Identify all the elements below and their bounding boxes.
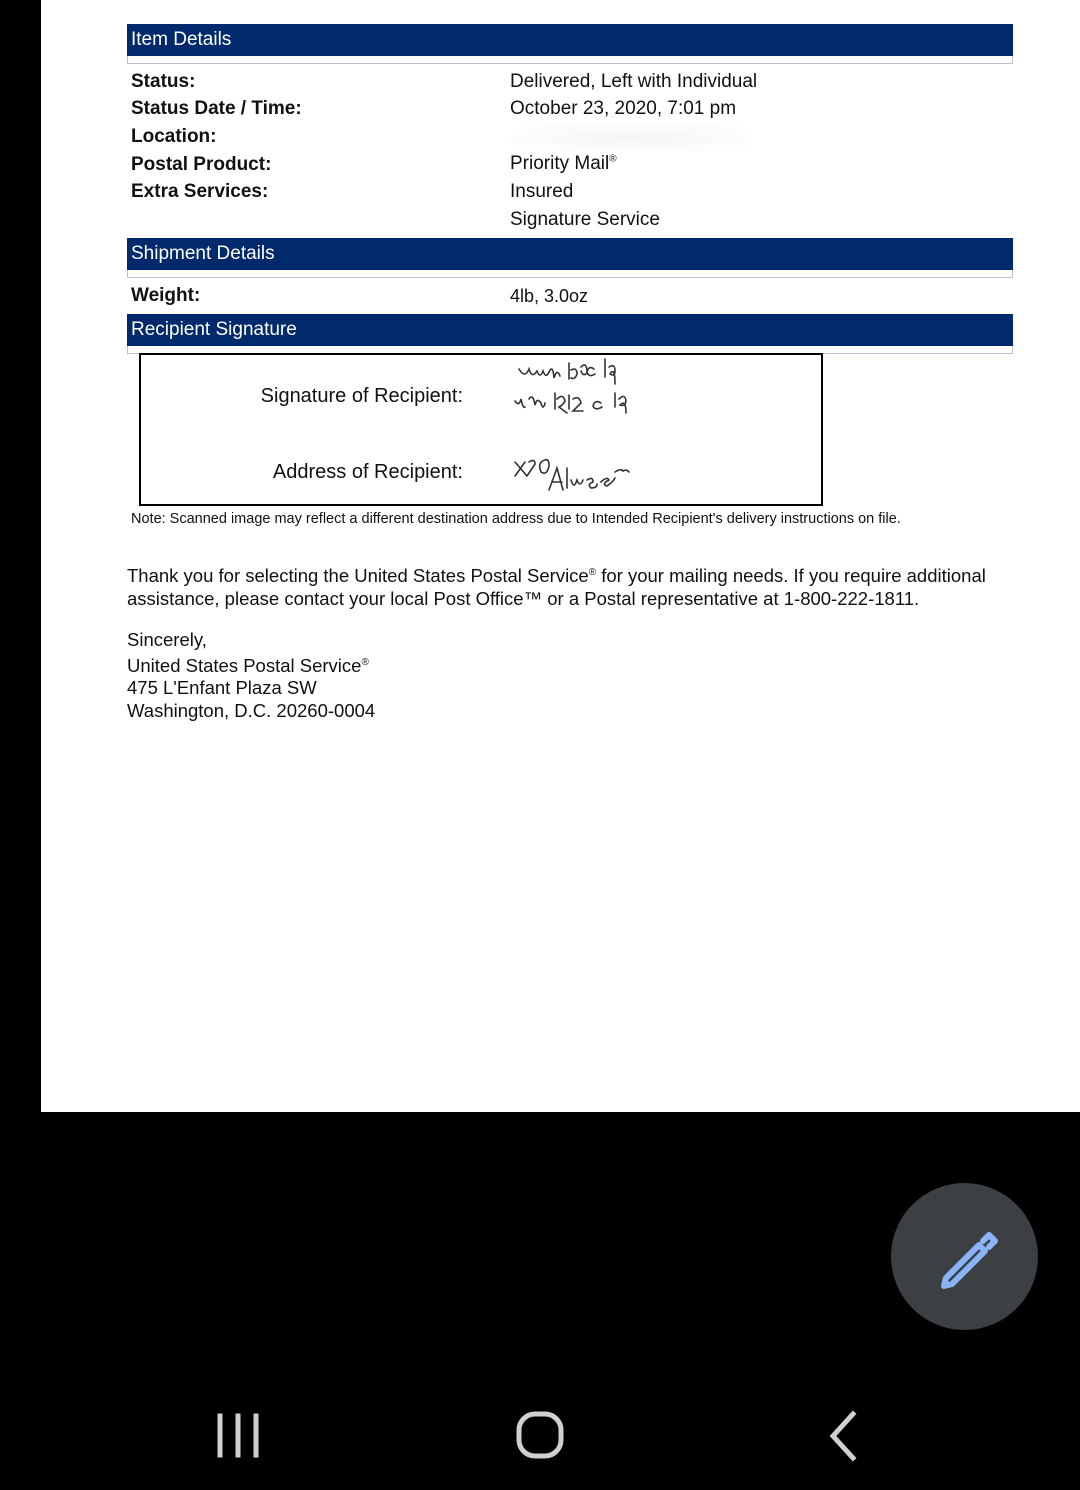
extra-services-label: Extra Services: [131,181,269,202]
recipient-signature-header: Recipient Signature [127,314,1013,346]
address-image [509,432,684,504]
org-name: United States Postal Service® [127,654,369,676]
status-label: Status: [131,71,196,92]
item-details-header: Item Details [127,24,1013,56]
sincerely: Sincerely, [127,629,207,650]
section-rule [127,270,1013,278]
location-label: Location: [131,126,217,147]
note-text: Note: Scanned image may reflect a different destination address due to Intended Recipient's delivery instructions on file. [131,511,901,527]
extra-service-signature: Signature Service [510,209,660,230]
signature-label: Signature of Recipient: [260,385,463,407]
postal-product-value: Priority Mail® [510,153,617,174]
section-rule [127,56,1013,64]
document-page [41,0,1080,1112]
weight-value: 4lb, 3.0oz [510,286,589,306]
closing-block [127,629,1027,722]
registered-mark: ® [361,656,369,668]
weight-label: Weight: [131,285,201,306]
pencil-icon [891,1183,1038,1330]
registered-mark: ® [609,153,617,165]
back-icon [803,1400,883,1470]
city-address: Washington, D.C. 20260-0004 [127,699,376,721]
postal-product-label: Postal Product: [131,154,272,175]
status-value: Delivered, Left with Individual [510,71,758,92]
redacted-location [511,124,751,152]
address-label: Address of Recipient: [272,461,463,483]
home-icon [500,1400,580,1470]
signature-image [509,355,689,435]
status-date-label: Status Date / Time: [131,98,302,119]
status-date-value: October 23, 2020, 7:01 pm [510,98,737,119]
street-address: 475 L'Enfant Plaza SW [127,677,317,699]
back-button[interactable] [803,1400,883,1470]
registered-mark: ® [588,567,597,578]
thank-you-text: Thank you for selecting the United States Postal Service® for your mailing needs. If you require additional assistance, please contact your local Post Office™ or a Postal representative at 1-800-222-1811. [127,565,986,609]
recent-apps-icon [198,1400,278,1470]
home-button[interactable] [500,1400,580,1470]
recent-apps-button[interactable] [198,1400,278,1470]
edit-button[interactable] [891,1183,1038,1330]
extra-service-insured: Insured [510,181,574,202]
shipment-details-header: Shipment Details [127,238,1013,270]
